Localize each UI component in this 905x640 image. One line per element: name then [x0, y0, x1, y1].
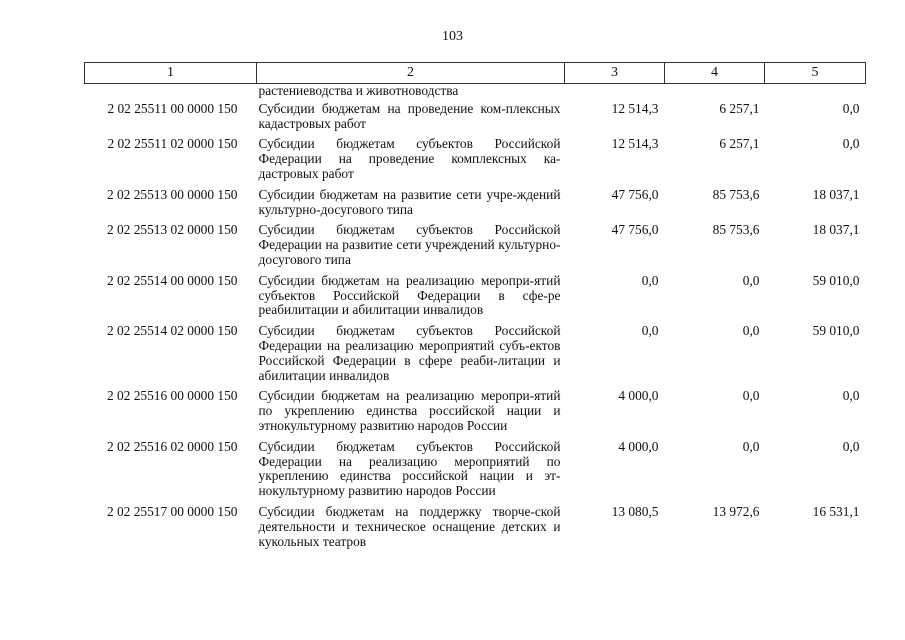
- column-header-2: 2: [257, 63, 565, 84]
- value-col4: 0,0: [742, 323, 760, 339]
- budget-code: 2 02 25516 02 0000 150: [106, 438, 238, 454]
- value-col4: 0,0: [742, 388, 760, 404]
- row-description: Субсидии бюджетам на проведение ком-плексных кадастровых работ: [258, 100, 561, 131]
- value-col4: 85 753,6: [712, 186, 760, 202]
- value-col3: 0,0: [641, 272, 659, 288]
- row-description: Субсидии бюджетам на реализацию меропри-ятий субъектов Российской Федерации в сфе-ре реабилитации и абилитации инвалидов: [258, 272, 561, 318]
- continuation-cell-4: [665, 84, 765, 102]
- continuation-cell-5: [765, 84, 866, 102]
- row-description: Субсидии бюджетам на поддержку творче-ской деятельности и техническое оснащение детских и кукольных театров: [258, 503, 561, 549]
- column-header-3: 3: [565, 63, 665, 84]
- table-row: [85, 324, 866, 389]
- value-col3: 12 514,3: [611, 100, 659, 116]
- row-description: Субсидии бюджетам субъектов Российской Федерации на реализацию мероприятий по укреплению единства российской нации и эт-нокультурному развитию народов России: [258, 438, 561, 499]
- value-col4: 0,0: [742, 272, 760, 288]
- value-col5: 0,0: [842, 388, 860, 404]
- budget-code: 2 02 25517 00 0000 150: [106, 503, 238, 519]
- column-header-1: 1: [85, 63, 257, 84]
- table-row: [85, 505, 866, 555]
- value-col4: 85 753,6: [712, 222, 760, 238]
- table-row: [85, 389, 866, 439]
- value-col5: 59 010,0: [812, 323, 860, 339]
- value-col3: 12 514,3: [611, 136, 659, 152]
- continuation-description: растениеводства и животноводства: [258, 83, 459, 98]
- row-description: Субсидии бюджетам субъектов Российской Федерации на проведение комплексных ка-дастровых работ: [258, 136, 561, 181]
- value-col5: 18 037,1: [812, 222, 860, 238]
- value-col3: 47 756,0: [611, 186, 659, 202]
- value-col5: 18 037,1: [812, 186, 860, 202]
- table-row: [85, 223, 866, 273]
- budget-code: 2 02 25513 02 0000 150: [106, 222, 238, 238]
- value-col4: 0,0: [742, 438, 760, 454]
- table-body: [85, 84, 866, 556]
- table-row: [85, 188, 866, 224]
- budget-code: 2 02 25516 00 0000 150: [106, 388, 238, 404]
- value-col5: 0,0: [842, 100, 860, 116]
- table-header: [85, 63, 866, 84]
- value-col3: 4 000,0: [618, 388, 659, 404]
- budget-code: 2 02 25511 02 0000 150: [107, 136, 238, 152]
- value-col5: 59 010,0: [812, 272, 860, 288]
- budget-code: 2 02 25513 00 0000 150: [106, 186, 238, 202]
- table-row: [85, 102, 866, 138]
- value-col3: 13 080,5: [611, 503, 659, 519]
- value-col4: 6 257,1: [719, 100, 760, 116]
- column-header-5: 5: [765, 63, 866, 84]
- value-col5: 16 531,1: [812, 503, 860, 519]
- budget-code: 2 02 25511 00 0000 150: [107, 100, 238, 116]
- page-number: 103: [442, 29, 463, 44]
- value-col3: 47 756,0: [611, 222, 659, 238]
- budget-code: 2 02 25514 02 0000 150: [106, 323, 238, 339]
- budget-table: [84, 62, 866, 555]
- continuation-code-cell: [85, 84, 257, 102]
- value-col4: 6 257,1: [719, 136, 760, 152]
- value-col4: 13 972,6: [712, 503, 760, 519]
- table-row: [85, 137, 866, 187]
- value-col3: 4 000,0: [618, 438, 659, 454]
- continuation-row: [85, 84, 866, 102]
- column-header-4: 4: [665, 63, 765, 84]
- budget-code: 2 02 25514 00 0000 150: [106, 272, 238, 288]
- row-description: Субсидии бюджетам субъектов Российской Федерации на реализацию мероприятий субъ-ектов Российской Федерации в сфере реаби-литации и абилитации инвалидов: [258, 323, 561, 383]
- value-col5: 0,0: [842, 438, 860, 454]
- table-row: [85, 440, 866, 505]
- header-row: [85, 63, 866, 84]
- row-description: Субсидии бюджетам субъектов Российской Федерации на развитие сети учреждений культурно-досугового типа: [258, 222, 561, 267]
- table-row: [85, 274, 866, 324]
- continuation-cell-3: [565, 84, 665, 102]
- value-col5: 0,0: [842, 136, 860, 152]
- value-col3: 0,0: [641, 323, 659, 339]
- row-description: Субсидии бюджетам на развитие сети учре-ждений культурно-досугового типа: [258, 186, 561, 217]
- row-description: Субсидии бюджетам на реализацию меропри-ятий по укреплению единства российской нации и этнокультурному развитию народов России: [258, 388, 561, 433]
